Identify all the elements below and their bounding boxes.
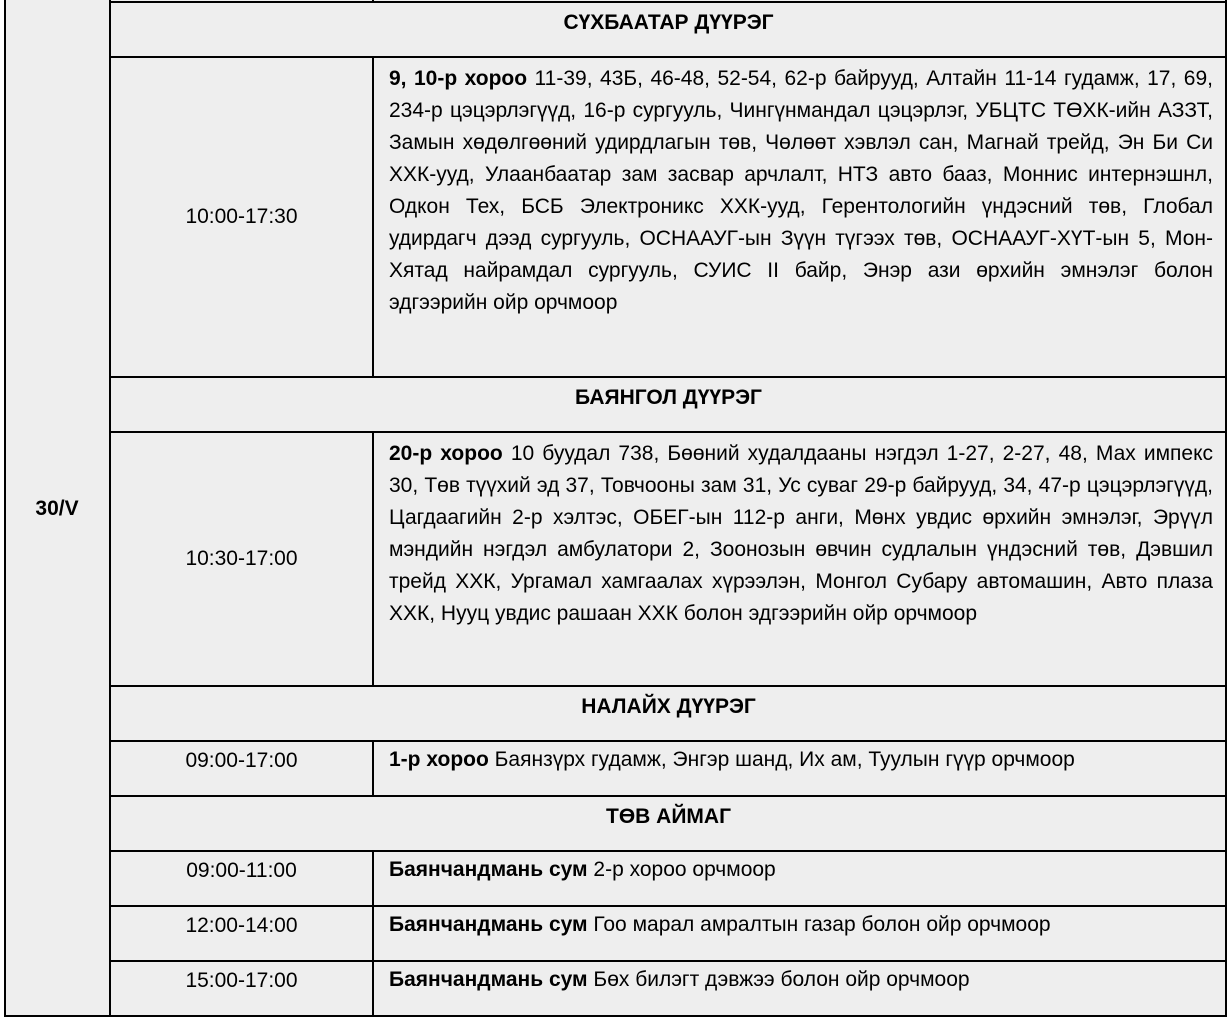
- area-list: 10 буудал 738, Бөөний худалдааны нэгдэл 1-27, 2-27, 48, Мах импекс 30, Төв түүхий эд 37, Товчооны зам 31, Ус суваг 29-р байрууд, 34, 47-р цэцэрлэгүүд, Цагдаагийн 2-р хэлтэс, ОБЕГ-ын 112-р анги, Мөнх увдис өрхийн эмнэлэг, Эрүүл мэндийн нэгдэл амбулатори 2, Зоонозын өвчин судлалын үндэсний төв, Дэвшил трейд ХХК, Ургамал хамгаалах хүрээлэн, Монгол Субару автомашин, Авто плаза ХХК, Нууц увдис рашаан ХХК болон эдгээрийн ойр орчмоор: [389, 442, 1214, 625]
- section-title: СҮХБААТАР ДҮҮРЭГ: [563, 11, 774, 34]
- time-range: 10:30-17:00: [185, 547, 298, 570]
- soum-name: Баянчандмань сум: [389, 913, 588, 936]
- time-cell: [110, 432, 373, 686]
- section-header-nalaikh: [110, 686, 1227, 741]
- date-cell: [4, 0, 110, 1017]
- date-label: 30/V: [35, 496, 79, 520]
- time-range: 10:00-17:30: [185, 205, 298, 228]
- area-description: [373, 432, 1227, 686]
- area-text: [389, 964, 970, 996]
- outage-schedule-table: [4, 0, 1227, 1017]
- time-cell: [110, 851, 373, 906]
- table-border-time-col: [372, 741, 374, 796]
- area-description: [373, 57, 1227, 377]
- area-list: Баянзүрх гудамж, Энгэр шанд, Их ам, Туулын гүүр орчмоор: [488, 748, 1075, 771]
- area-text: [389, 744, 1075, 776]
- khoroo-name: 20-р хороо: [389, 442, 503, 465]
- soum-name: Баянчандмань сум: [389, 968, 588, 991]
- area-text: [389, 909, 1051, 941]
- section-title: БАЯНГОЛ ДҮҮРЭГ: [575, 386, 762, 409]
- area-description: [373, 906, 1227, 961]
- time-cell: [110, 906, 373, 961]
- table-border-time-col: [372, 57, 374, 377]
- row-divider: [109, 905, 1227, 907]
- area-text: [389, 438, 1213, 630]
- area-text: [389, 63, 1213, 319]
- section-header-bayangol: [110, 377, 1227, 432]
- row-divider: [109, 1, 1227, 3]
- area-list: Гоо марал амралтын газар болон ойр орчмоор: [587, 913, 1051, 936]
- section-title: ТӨВ АЙМАГ: [606, 805, 731, 828]
- area-text: [389, 854, 776, 886]
- khoroo-name: 9, 10-р хороо: [389, 67, 528, 90]
- row-divider: [109, 960, 1227, 962]
- section-title: НАЛАЙХ ДҮҮРЭГ: [581, 695, 756, 718]
- area-description: [373, 741, 1227, 796]
- area-list: 2-р хороо орчмоор: [587, 858, 776, 881]
- time-cell: [110, 961, 373, 1016]
- time-range: 09:00-11:00: [186, 859, 297, 882]
- row-divider: [109, 850, 1227, 852]
- table-border-time-col: [372, 851, 374, 1017]
- row-divider: [109, 431, 1227, 433]
- row-divider: [109, 685, 1227, 687]
- section-header-tov-aimag: [110, 796, 1227, 851]
- row-divider: [109, 56, 1227, 58]
- area-description: [373, 851, 1227, 906]
- row-divider: [109, 376, 1227, 378]
- khoroo-name: 1-р хороо: [389, 748, 489, 771]
- table-border-date-col: [109, 0, 111, 1017]
- time-range: 09:00-17:00: [185, 749, 298, 772]
- table-border-left: [4, 0, 6, 1017]
- area-description: [373, 961, 1227, 1016]
- time-cell: [110, 57, 373, 377]
- time-cell: [110, 741, 373, 796]
- area-list: 11-39, 43Б, 46-48, 52-54, 62-р байрууд, Алтайн 11-14 гудамж, 17, 69, 234-р цэцэрлэгүүд, 16-р сургууль, Чингүнмандал цэцэрлэг, УБЦТС ТӨХК-ийн АЗЗТ, Замын хөдөлгөөний удирдлагын төв, Чөлөөт хэвлэл сан, Магнай трейд, Эн Би Си ХХК-ууд, Улаанбаатар зам засвар арчлалт, НТЗ авто бааз, Моннис интернэшнл, Одкон Тех, БСБ Электроникс ХХК-ууд, Герентологийн үндэсний төв, Глобал удирдагч дээд сургууль, ОСНААУГ-ын Зүүн түгээх төв, ОСНААУГ-ХҮТ-ын 5, Мон-Хятад найрамдал сургууль, СУИС II байр, Энэр ази өрхийн эмнэлэг болон эдгээрийн ойр орчмоор: [389, 67, 1213, 314]
- soum-name: Баянчандмань сум: [389, 858, 588, 881]
- section-header-sukhbaatar: [110, 2, 1227, 57]
- area-list: Бөх билэгт дэвжээ болон ойр орчмоор: [587, 968, 970, 991]
- time-range: 15:00-17:00: [185, 969, 298, 992]
- table-border-time-col: [372, 432, 374, 686]
- table-border-right: [1225, 0, 1227, 1017]
- row-divider: [109, 740, 1227, 742]
- row-divider: [109, 795, 1227, 797]
- table-border-bottom: [4, 1015, 1227, 1017]
- time-range: 12:00-14:00: [185, 914, 298, 937]
